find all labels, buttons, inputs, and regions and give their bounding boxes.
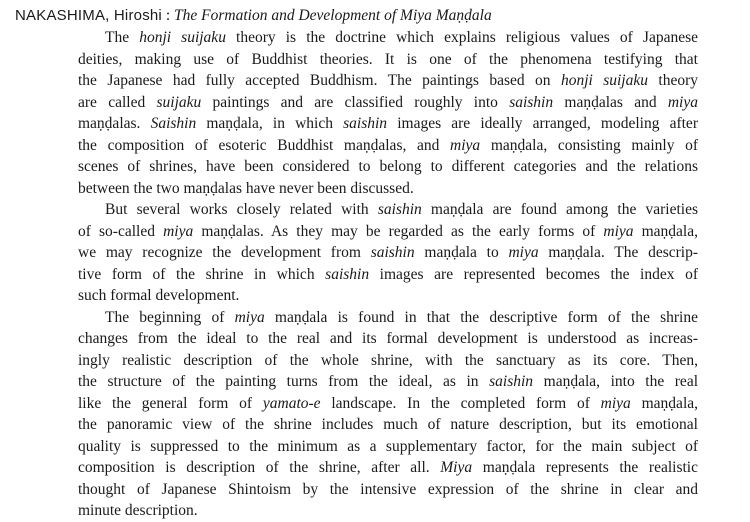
text-run: deities, making use of Buddhist theories. It is one of the phenomena testifying that bbox=[78, 50, 698, 68]
text-run: tive form of the shrine in which bbox=[78, 265, 326, 283]
text-run: thought of Japanese Shintoism by the intensive expression of the shrine in clear and bbox=[78, 480, 698, 498]
text-line bbox=[78, 113, 698, 135]
text-run: maṇḍala, in which bbox=[196, 115, 344, 132]
text-run: maṇḍala represents the realistic bbox=[472, 459, 698, 476]
text-line bbox=[78, 285, 698, 307]
text-run: paintings and are classified roughly into bbox=[201, 93, 510, 111]
text-run: maṇḍala is found in that the descriptive form of the shrine bbox=[264, 308, 698, 326]
text-line bbox=[78, 436, 698, 458]
text-run: images are represented becomes the index of bbox=[369, 265, 698, 283]
text-line bbox=[78, 264, 698, 286]
text-line bbox=[78, 328, 698, 350]
text-run: ingly realistic description of the whole shrine, with the sanctuary as its core. Then, bbox=[78, 351, 698, 369]
text-run: maṇḍala, bbox=[633, 222, 698, 240]
heading-separator: : bbox=[161, 7, 175, 24]
text-line bbox=[78, 457, 698, 479]
text-run: minute description. bbox=[78, 502, 198, 519]
text-run: the structure of the painting turns from the ideal, as in bbox=[78, 373, 490, 390]
text-run: maṇḍala to bbox=[414, 244, 509, 261]
text-run: the composition of esoteric Buddhist maṇḍalas, and bbox=[78, 136, 451, 154]
italic-term: saishin bbox=[377, 201, 422, 218]
text-run: changes from the ideal to the real and its formal development is understood as increas- bbox=[78, 330, 698, 347]
text-line bbox=[78, 414, 698, 436]
text-run: are called bbox=[78, 93, 157, 111]
italic-term: honji suijaku bbox=[139, 29, 226, 46]
text-line bbox=[105, 27, 698, 49]
text-line bbox=[78, 156, 698, 178]
italic-term: Saishin bbox=[150, 115, 197, 132]
italic-term: saishin bbox=[489, 373, 534, 390]
author-name: NAKASHIMA, Hiroshi bbox=[15, 7, 162, 24]
text-line bbox=[78, 479, 698, 501]
text-run: scenes of shrines, have been considered to belong to different categories and the relations bbox=[78, 158, 698, 175]
text-run: maṇḍala, into the real bbox=[533, 373, 698, 390]
text-run: maṇḍalas and bbox=[553, 93, 668, 111]
text-run: the Japanese had fully accepted Buddhism. The paintings based on bbox=[78, 72, 561, 89]
article-title: The Formation and Development of Miya Maṇḍala bbox=[174, 7, 492, 24]
text-run: maṇḍalas. bbox=[78, 115, 151, 132]
text-line bbox=[78, 242, 698, 264]
italic-term: yamato-e bbox=[262, 394, 321, 412]
text-run: The beginning of bbox=[105, 308, 235, 326]
text-line bbox=[78, 350, 698, 372]
article-heading bbox=[15, 5, 492, 27]
text-run: quality is suppressed to the minimum as a supplementary factor, for the main subject of bbox=[78, 437, 698, 455]
text-line bbox=[78, 178, 698, 200]
text-run: maṇḍala, consisting mainly of bbox=[480, 136, 699, 154]
text-run: landscape. In the completed form of bbox=[320, 394, 601, 412]
text-line bbox=[78, 393, 698, 415]
italic-term: miya bbox=[667, 93, 698, 111]
text-run: The bbox=[105, 29, 140, 46]
text-run: of so-called bbox=[78, 222, 164, 240]
text-run: like the general form of bbox=[78, 394, 263, 412]
text-run: between the two maṇḍalas have never been discussed. bbox=[78, 179, 414, 197]
text-line bbox=[78, 70, 698, 92]
text-run: the panoramic view of the shrine includes much of nature description, but its emotional bbox=[78, 416, 698, 433]
text-line bbox=[105, 307, 698, 329]
italic-term: saishin bbox=[370, 244, 415, 261]
text-line bbox=[78, 371, 698, 393]
text-line bbox=[78, 135, 698, 157]
italic-term: miya bbox=[450, 136, 481, 154]
text-run: composition is description of the shrine, after all. bbox=[78, 459, 441, 476]
italic-term: miya bbox=[163, 222, 194, 240]
italic-term: miya bbox=[508, 244, 539, 261]
text-run: maṇḍala are found among the varieties bbox=[421, 201, 698, 218]
text-run: we may recognize the development from bbox=[78, 244, 371, 261]
text-run: maṇḍala, bbox=[630, 394, 698, 412]
italic-term: saishin bbox=[325, 265, 370, 283]
text-line bbox=[78, 92, 698, 114]
text-run: theory bbox=[647, 72, 698, 89]
italic-term: suijaku bbox=[156, 93, 202, 111]
italic-term: saishin bbox=[509, 93, 554, 111]
text-run: maṇḍalas. As they may be regarded as the early forms of bbox=[193, 222, 604, 240]
text-run: images are ideally arranged, modeling after bbox=[387, 115, 698, 132]
text-line bbox=[78, 500, 698, 522]
italic-term: honji suijaku bbox=[560, 72, 648, 89]
text-line bbox=[78, 49, 698, 71]
text-line bbox=[105, 199, 698, 221]
text-line bbox=[78, 221, 698, 243]
italic-term: miya bbox=[234, 308, 265, 326]
text-run: such formal development. bbox=[78, 287, 240, 304]
text-run: But several works closely related with bbox=[105, 201, 378, 218]
text-run: theory is the doctrine which explains religious values of Japanese bbox=[225, 29, 698, 46]
text-run: maṇḍala. The descrip- bbox=[538, 244, 699, 261]
italic-term: saishin bbox=[343, 115, 388, 132]
italic-term: miya bbox=[603, 222, 634, 240]
italic-term: Miya bbox=[440, 459, 473, 476]
italic-term: miya bbox=[600, 394, 631, 412]
